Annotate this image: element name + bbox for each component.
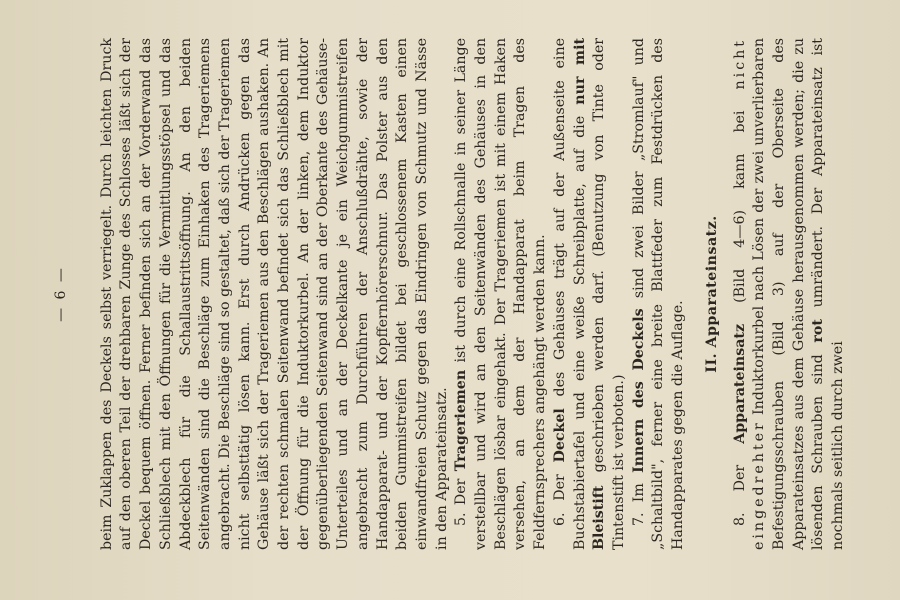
paragraph-text: des Gehäuses trägt auf der Außenseite eine Buchstabiertafel und eine weiße Schreibplatte, auf die	[551, 38, 588, 550]
paragraph-text: sind zwei Bilder „Stromlauf" und „Schaltbild", ferner eine breite Blattfeder zum Festdrücken des Handapparates gegen die Auflage.	[630, 37, 687, 550]
emphasis-term: Innern des Deckels	[630, 308, 647, 473]
paragraph-text: Der	[551, 462, 568, 513]
paragraph-text: Induktorkurbel nach Lösen der zwei unverlierbaren Befestigungsschrauben (Bild 3) auf der Oberseite des Apparateinsatzes aus dem Gehäuse herausgenommen werden; die zu lösenden Schrauben sind	[751, 38, 827, 550]
section-heading: II. Apparateinsatz.	[703, 215, 720, 373]
paragraph-number: 5.	[453, 512, 470, 526]
spaced-emphasis: nicht eingedrehter	[731, 38, 768, 550]
paragraph-number: 6.	[551, 512, 568, 526]
paragraph-text: Der	[453, 471, 470, 513]
emphasis-term: rot	[810, 319, 827, 343]
paragraph-6	[551, 38, 630, 550]
paragraph-number: 7.	[630, 512, 647, 526]
paragraph-text: Der	[731, 443, 748, 513]
emphasis-term: Apparateinsatz	[731, 323, 748, 444]
paragraph-text: beim Zuklappen des Deckels selbst verriegelt. Durch leichten Druck auf den oberen Teil der drehbaren Zunge des Schlosses läßt sich der Deckel bequem öffnen. Ferner befinden sich an der Vorderwand das Schließblech mit den Öffnungen für die Vermittlungsstöpsel und das Abdeckblech für die Schallaustrittsöffnung. An den beiden Seitenwänden sind die Beschläge zum Einhaken des Trageriemens angebracht. Die Beschläge sind so gestaltet, daß sich der Trageriemen nicht selbsttätig lösen kann. Erst durch Andrücken gegen das Gehäuse läßt sich der Trageriemen aus den Beschlägen aushaken. An der rechten schmalen Seitenwand befindet sich das Schließblech mit der Öffnung für die Induktorkurbel. An der linken, dem Induktor gegenüberliegenden Seitenwand sind an der Oberkante des Gehäuse-Unterteiles und an der Deckelkante je ein Weichgummistreifen angebracht zum Durchführen der Anschlußdrähte, sowie der Handapparat- und der Kopffernhörerschnur. Das Polster aus den beiden Gummistreifen bildet bei geschlossenem Kasten einen einwandfreien Schutz gegen das Eindringen von Schmutz und Nässe in den Apparateinsatz.	[98, 38, 450, 550]
emphasis-term: Deckel	[551, 408, 568, 463]
paragraph-text: umrändert. Der Apparateinsatz ist nochmals seitlich durch zwei	[810, 38, 847, 550]
paragraph-5	[452, 38, 551, 550]
emphasis-term: Trageriemen	[453, 369, 470, 472]
paragraph-continuation	[98, 38, 453, 550]
paragraph-number: 8.	[731, 512, 748, 526]
paragraph-8	[731, 38, 849, 550]
emphasis-term: nur mit Bleistift	[571, 37, 608, 550]
paragraph-text: geschrieben werden darf. (Benutzung von Tinte oder Tintenstift ist verboten.)	[591, 38, 627, 550]
paragraph-text: Im	[630, 472, 647, 513]
paragraph-text: (Bild 4—6) kann bei	[731, 89, 748, 324]
page-number: — 6 —	[53, 266, 69, 322]
paragraph-7	[630, 38, 689, 550]
paragraph-text: ist durch eine Rollschnalle in seiner Länge verstellbar und wird an den Seitenwänden des Gehäuses in den Beschlägen lösbar eingehakt. Der Trageriemen ist mit einem Haken versehen, an dem der Handapparat beim Tragen des Feldfernsprechers angehängt werden kann.	[453, 38, 549, 550]
